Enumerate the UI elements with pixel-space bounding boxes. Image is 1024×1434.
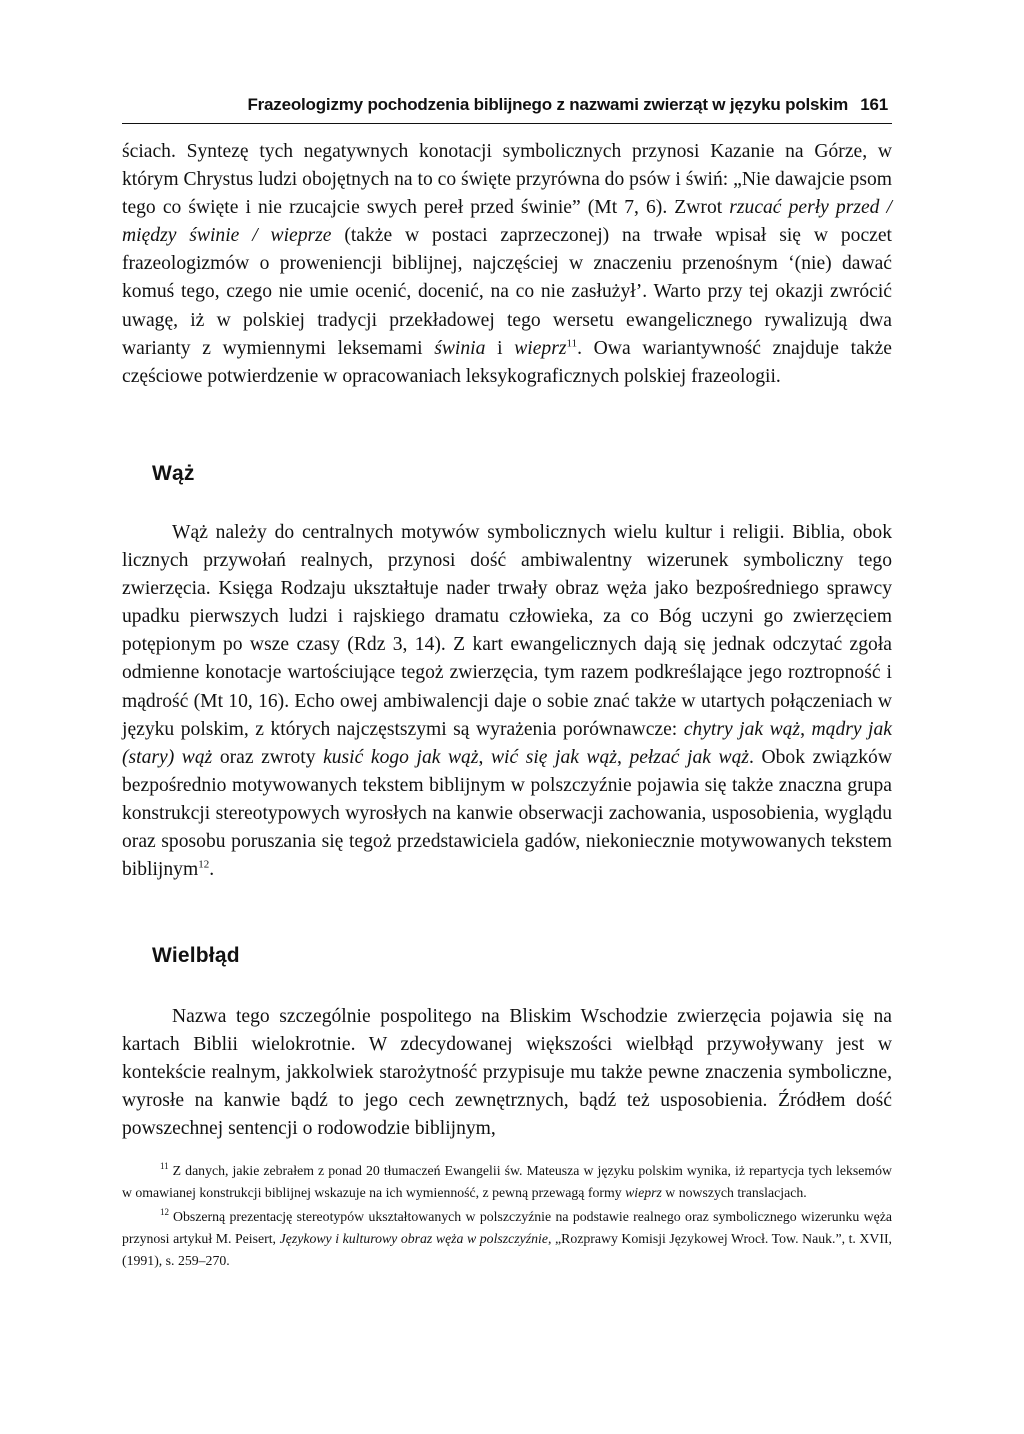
intro-text — [122, 138, 892, 391]
section-wielblad-body — [122, 1003, 892, 1143]
intro-word-wieprz: wieprz — [514, 337, 567, 359]
waz-text-6: . Obok związków bezpośrednio motywowanych tekstem biblijnym w polszczyźnie pojawia się także znaczna grupa konstrukcji stereotypowych wyrosłych na kanwie obserwacji zachowania, usposobienia, wyglądu oraz sposobu poruszania się tegoż przedstawiciela gadów, niekoniecznie motywowanych tekstem biblijnym — [122, 746, 892, 881]
footnote-12-mark: 12 — [160, 1207, 169, 1218]
waz-text-4: , — [478, 746, 491, 768]
waz-text-2: , — [800, 718, 812, 740]
footnote-12 — [122, 1206, 892, 1272]
waz-text-7: . — [209, 859, 215, 881]
running-head-title: Frazeologizmy pochodzenia biblijnego z nazwami zwierząt w języku polskim — [247, 95, 848, 114]
page-number: 161 — [860, 95, 888, 114]
footnote-11 — [122, 1160, 892, 1204]
waz-phrase-5: pełzać jak wąż — [629, 746, 750, 768]
section-heading-wielblad: Wielbłąd — [152, 944, 240, 967]
intro-paragraph — [122, 138, 892, 391]
footnote-12-italic: Językowy i kulturowy obraz węża w polszczyźnie — [279, 1231, 548, 1246]
running-head — [122, 93, 892, 124]
section-heading-waz: Wąż — [152, 462, 195, 485]
waz-text-5: , — [616, 746, 630, 768]
intro-text-b: (także w postaci zaprzeczonej) na trwałe wpisał się w poczet frazeologizmów o proweniencji biblijnej, najczęściej w znaczeniu przenośnym ‘(nie) dawać komuś tego, czego nie umie ocenić, docenić, na co nie zasłużył’. Warto przy tej okazji zwrócić uwagę, iż w polskiej tradycji przekładowej tego wersetu ewangelicznego rywalizują dwa warianty z wymiennymi leksemami — [122, 225, 892, 359]
waz-phrase-2: mądry jak (stary) wąż — [122, 718, 892, 768]
waz-phrase-4: wić się jak wąż — [490, 746, 617, 768]
section-waz-body — [122, 519, 892, 884]
footnote-11-text-b: w nowszych translacjach. — [661, 1185, 807, 1200]
intro-word-swinia: świnia — [434, 337, 486, 359]
waz-phrase-3: kusić kogo jak wąż — [323, 746, 479, 768]
footnote-11-mark: 11 — [160, 1161, 169, 1172]
waz-text-1: Wąż należy do centralnych motywów symbolicznych wielu kultur i religii. Biblia, obok licznych przywołań realnych, przynosi dość ambiwalentny wizerunek symboliczny tego zwierzęcia. Księga Rodzaju ukształtuje nader trwały obraz węża jako bezpośredniego sprawcy upadku pierwszych ludzi i rajskiego dramatu człowieka, za co Bóg uczyni go zwierzęciem potępionym po wsze czasy (Rdz 3, 14). Z kart ewangelicznych dają się jednak odczytać zgoła odmienne konotacje wartościujące tegoż zwierzęcia, tym razem podkreślające jego roztropność i mądrość (Mt 10, 16). Echo owej ambiwalencji daje o sobie znać także w utartych połączeniach w języku polskim, z których najczęstszymi są wyrażenia porównawcze: — [122, 522, 892, 740]
footnote-12-text-a: Obszerną prezentację stereotypów ukształtowanych w polszczyźnie na podstawie realnego oraz symbolicznego wizerunku węża przynosi artykuł M. Peisert, — [122, 1209, 892, 1246]
footnote-11-text-a: Z danych, jakie zebrałem z ponad 20 tłumaczeń Ewangelii św. Mateusza w języku polskim wynika, iż repartycja tych leksemów w omawianej konstrukcji biblijnej wskazuje na ich wymienność, z pewną przewagą formy — [122, 1163, 892, 1200]
intro-text-c: i — [485, 337, 515, 359]
footnote-11-italic: wieprz — [625, 1185, 662, 1200]
section-waz-text — [122, 519, 892, 884]
waz-phrase-1: chytry jak wąż — [683, 718, 801, 740]
footnote-12-text-b: , „Rozprawy Komisji Językowej Wrocł. Tow. Nauk.”, t. XVII, (1991), s. 259–270. — [122, 1231, 892, 1268]
footnotes — [122, 1160, 892, 1274]
intro-text-d: . Owa wariantywność znajduje także częściowe potwierdzenie w opracowaniach leksykograficznych polskiej frazeologii. — [122, 337, 892, 387]
section-wielblad-text: Nazwa tego szczególnie pospolitego na Bliskim Wschodzie zwierzęcia pojawia się na kartach Biblii wielokrotnie. W zdecydowanej większości wielbłąd przywoływany jest w kontekście realnym, jakkolwiek starożytność przypisuje mu także pewne znaczenia symboliczne, wyrosłe na kanwie bądź to jego cech zewnętrznych, bądź też usposobienia. Źródłem dość powszechnej sentencji o rodowodzie biblijnym, — [122, 1006, 892, 1140]
intro-text-a: ściach. Syntezę tych negatywnych konotacji symbolicznych przynosi Kazanie na Górze, w którym Chrystus ludzi obojętnych na to co święte przyrówna do psów i świń: „Nie dawajcie psom tego co święte i nie rzucajcie swych pereł przed świnie” (Mt 7, 6). Zwrot — [122, 141, 892, 219]
footnote-ref-11[interactable]: 11 — [566, 337, 578, 350]
waz-text-3: oraz zwroty — [212, 746, 324, 768]
footnote-ref-12[interactable]: 12 — [198, 858, 210, 871]
intro-phrase-perly: rzucać perły przed / między świnie / wieprze — [122, 197, 892, 247]
